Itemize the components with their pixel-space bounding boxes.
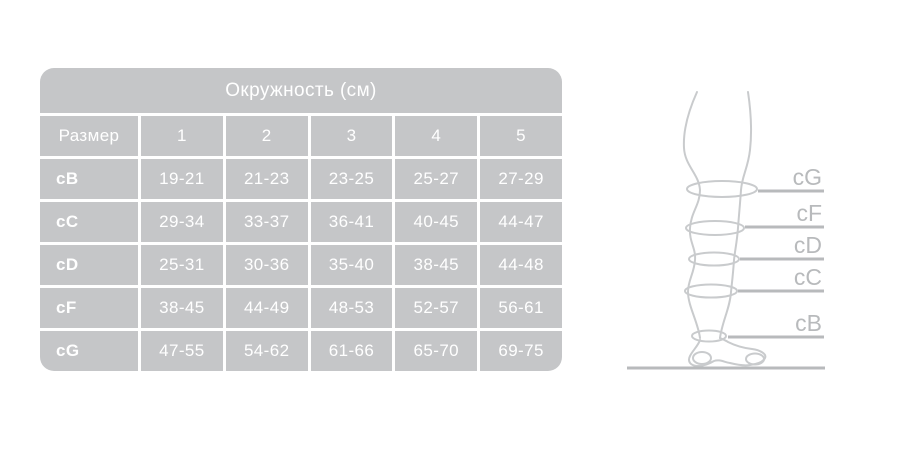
row-label-cD: cD — [40, 245, 138, 285]
size-range-cell: 65-70 — [395, 331, 477, 371]
column-header-5: 5 — [480, 116, 562, 156]
size-range-cell: 54-62 — [226, 331, 308, 371]
table-title: Окружность (см) — [40, 68, 562, 113]
column-header-3: 3 — [311, 116, 393, 156]
size-range-cell: 33-37 — [226, 202, 308, 242]
measure-label-cC: cC — [793, 264, 822, 290]
measure-label-cF: cF — [796, 200, 822, 226]
row-label-cG: cG — [40, 331, 138, 371]
size-range-cell: 44-48 — [480, 245, 562, 285]
size-range-cell: 38-45 — [395, 245, 477, 285]
heel-detail — [693, 352, 711, 364]
size-range-cell: 27-29 — [480, 159, 562, 199]
size-range-cell: 69-75 — [480, 331, 562, 371]
toe-detail — [746, 354, 764, 365]
circumference-ring-cC — [685, 285, 737, 298]
size-range-cell: 40-45 — [395, 202, 477, 242]
size-range-cell: 52-57 — [395, 288, 477, 328]
measure-label-cG: cG — [792, 164, 822, 190]
size-range-cell: 61-66 — [311, 331, 393, 371]
size-range-cell: 25-31 — [141, 245, 223, 285]
leg-outline-left — [684, 92, 700, 338]
leg-measurement-diagram — [610, 70, 890, 380]
column-header-size: Размер — [40, 116, 138, 156]
column-header-4: 4 — [395, 116, 477, 156]
column-header-1: 1 — [141, 116, 223, 156]
size-range-cell: 47-55 — [141, 331, 223, 371]
size-range-cell: 29-34 — [141, 202, 223, 242]
size-range-cell: 35-40 — [311, 245, 393, 285]
circumference-ring-cG — [687, 181, 757, 197]
row-label-cC: cC — [40, 202, 138, 242]
circumference-ring-cF — [686, 221, 744, 235]
size-range-cell: 38-45 — [141, 288, 223, 328]
size-range-cell: 56-61 — [480, 288, 562, 328]
row-label-cB: cB — [40, 159, 138, 199]
measure-label-cB: cB — [795, 310, 822, 336]
leg-outline-right — [720, 92, 751, 338]
row-label-cF: cF — [40, 288, 138, 328]
size-range-cell: 19-21 — [141, 159, 223, 199]
column-header-2: 2 — [226, 116, 308, 156]
measure-label-cD: cD — [793, 232, 822, 258]
size-range-cell: 44-47 — [480, 202, 562, 242]
size-range-cell: 25-27 — [395, 159, 477, 199]
size-table — [40, 68, 562, 371]
size-range-cell: 48-53 — [311, 288, 393, 328]
size-range-cell: 21-23 — [226, 159, 308, 199]
size-range-cell: 36-41 — [311, 202, 393, 242]
circumference-ring-cD — [689, 253, 739, 266]
size-range-cell: 23-25 — [311, 159, 393, 199]
size-range-cell: 30-36 — [226, 245, 308, 285]
size-range-cell: 44-49 — [226, 288, 308, 328]
